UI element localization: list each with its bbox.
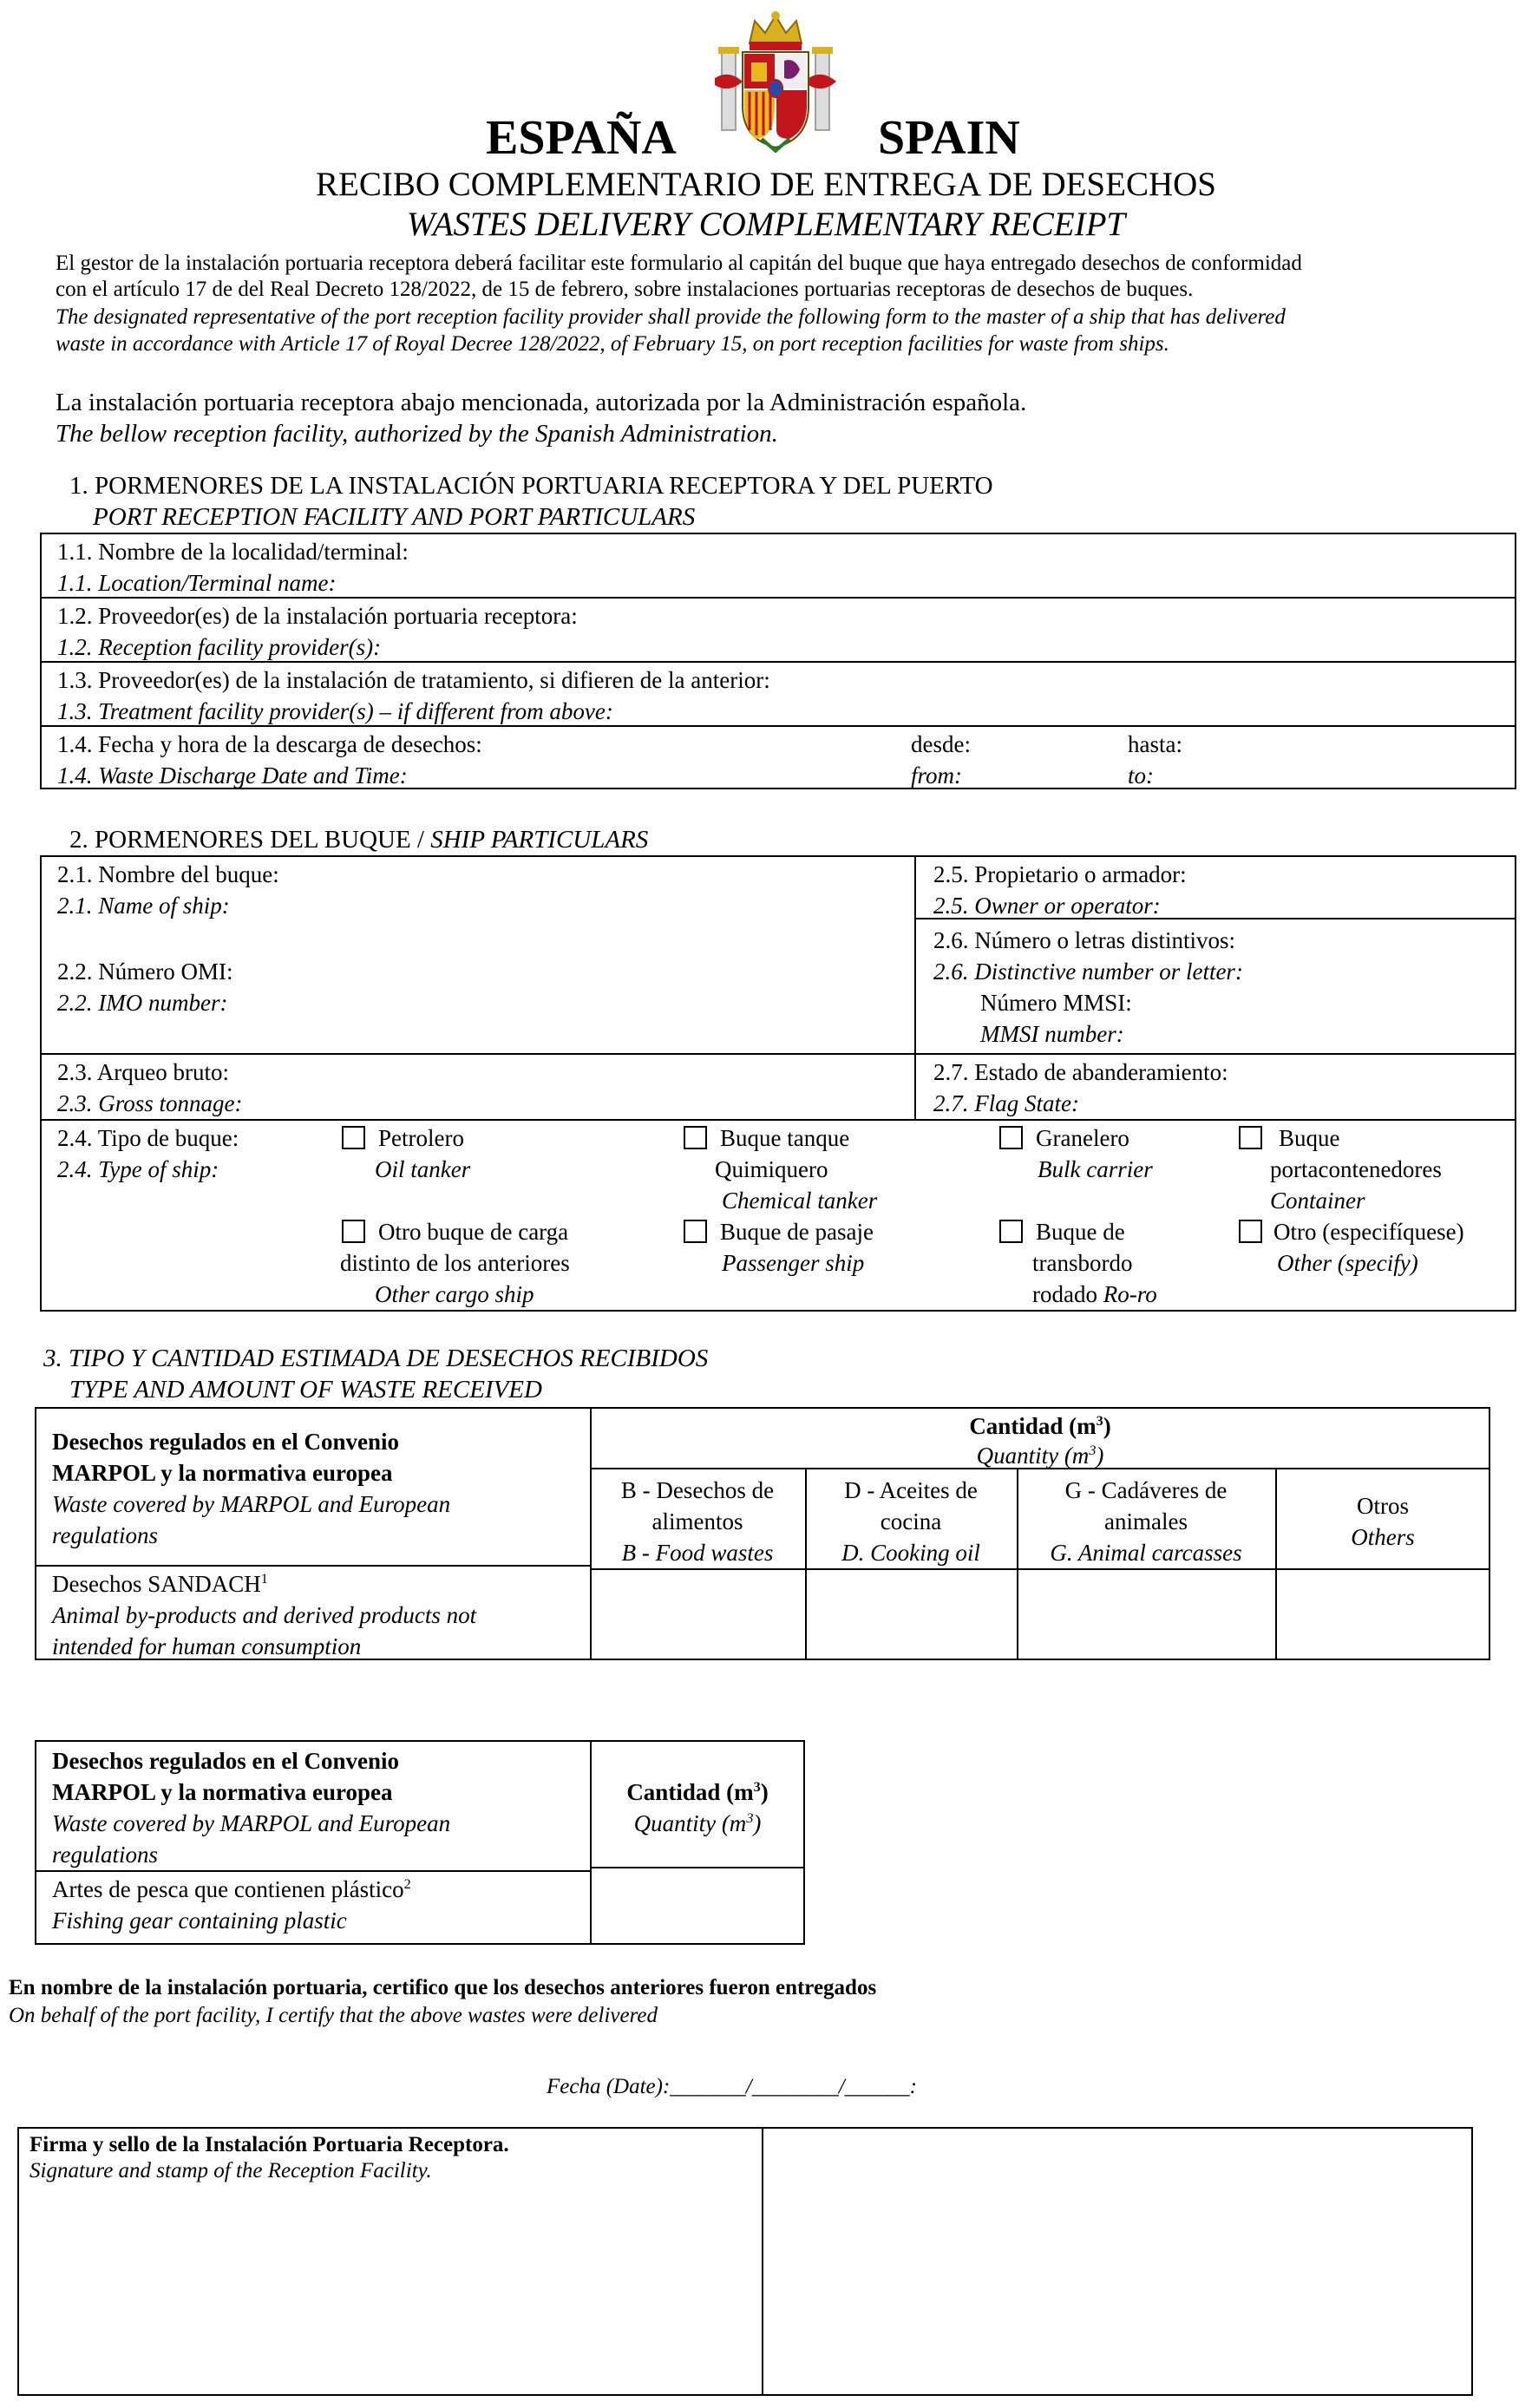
mmsi-en: MMSI number: xyxy=(980,1021,1124,1047)
qty-cell-d[interactable] xyxy=(807,1570,1015,1659)
checkbox-passenger-ship[interactable] xyxy=(684,1220,707,1243)
col-others-es: Otros xyxy=(1357,1493,1409,1519)
t2-quantity-en xyxy=(590,1808,805,1839)
intro-english-1: The designated representative of the port reception facility provider shall provide the following form to the master of a ship that has delivered xyxy=(56,305,1286,329)
t2-header-es-1: Desechos regulados en el Convenio xyxy=(52,1748,400,1774)
treatment-label-en: 1.3. Treatment facility provider(s) – if different from above: xyxy=(57,698,613,724)
other-cargo-en: Other cargo ship xyxy=(375,1281,534,1307)
t2-header-es-2: MARPOL y la normativa europea xyxy=(52,1779,393,1805)
provider-label-en: 1.2. Reception facility provider(s): xyxy=(57,634,382,660)
oil-tanker-es: Petrolero xyxy=(378,1125,464,1151)
container-es-1: Buque xyxy=(1279,1125,1340,1151)
flag-state-en: 2.7. Flag State: xyxy=(933,1090,1079,1116)
certify-spanish: En nombre de la instalación portuaria, certifico que los desechos anteriores fueron entregados xyxy=(9,1976,877,1999)
passenger-ship-es: Buque de pasaje xyxy=(720,1219,874,1245)
owner-es: 2.5. Propietario o armador: xyxy=(933,861,1187,887)
col-b-es-2: alimentos xyxy=(651,1508,743,1534)
t2-quantity-es-text: Cantidad (m xyxy=(626,1779,754,1805)
col-b-en: B - Food wastes xyxy=(621,1540,774,1566)
sandach-en-2: intended for human consumption xyxy=(52,1633,362,1659)
container-es-2: portacontenedores xyxy=(1270,1156,1442,1182)
passenger-ship-en: Passenger ship xyxy=(722,1250,865,1276)
bulk-carrier-en: Bulk carrier xyxy=(1038,1156,1153,1182)
footnote-1-ref: 1 xyxy=(260,1571,268,1587)
sandach-es-text: Desechos SANDACH xyxy=(52,1571,261,1597)
section3-title-spanish: 3. TIPO Y CANTIDAD ESTIMADA DE DESECHOS RECIBIDOS xyxy=(43,1345,709,1372)
imo-number-en: 2.2. IMO number: xyxy=(57,990,228,1016)
ship-type-es: 2.4. Tipo de buque: xyxy=(57,1125,239,1151)
country-english: SPAIN xyxy=(878,111,1020,165)
t1-quantity-en-text: Quantity (m xyxy=(976,1443,1090,1469)
ship-name-en: 2.1. Name of ship: xyxy=(57,893,230,919)
t2-header-en-2: regulations xyxy=(52,1842,159,1868)
distinctive-es: 2.6. Número o letras distintivos: xyxy=(933,927,1235,953)
section1-title-spanish: 1. PORMENORES DE LA INSTALACIÓN PORTUARIA RECEPTORA Y DEL PUERTO xyxy=(69,472,993,500)
date-field[interactable]: Fecha (Date):_______/________/______: xyxy=(547,2075,918,2098)
col-g-es-2: animales xyxy=(1104,1508,1188,1534)
imo-number-es: 2.2. Número OMI: xyxy=(57,959,233,985)
col-b-es-1: B - Desechos de xyxy=(620,1477,775,1503)
t2-quantity-en-close: ) xyxy=(753,1810,762,1836)
gross-tonnage-es: 2.3. Arqueo bruto: xyxy=(57,1059,229,1085)
checkbox-other-specify[interactable] xyxy=(1239,1220,1262,1243)
ro-ro-line-3 xyxy=(1032,1279,1157,1310)
coat-of-arms-emblem xyxy=(711,9,840,154)
oil-tanker-en: Oil tanker xyxy=(375,1156,471,1182)
t1-header-es-2: MARPOL y la normativa europea xyxy=(52,1460,393,1486)
other-specify-es: Otro (especifíquese) xyxy=(1273,1219,1464,1245)
authorization-english: The bellow reception facility, authorized by the Spanish Administration. xyxy=(56,420,778,448)
col-g-en: G. Animal carcasses xyxy=(1050,1540,1242,1566)
discharge-to-es: hasta: xyxy=(1128,731,1182,757)
container-en: Container xyxy=(1270,1188,1365,1214)
chemical-tanker-en: Chemical tanker xyxy=(722,1188,878,1214)
t1-quantity-es-text: Cantidad (m xyxy=(969,1413,1097,1439)
owner-en: 2.5. Owner or operator: xyxy=(933,893,1161,919)
col-d-es-1: D - Aceites de xyxy=(844,1477,978,1503)
qty-cell-g[interactable] xyxy=(1018,1570,1273,1659)
title-english: WASTES DELIVERY COMPLEMENTARY RECEIPT xyxy=(406,206,1126,243)
footnote-2-ref: 2 xyxy=(403,1876,411,1892)
col-g-es-1: G - Cadáveres de xyxy=(1064,1477,1228,1503)
bulk-carrier-es: Granelero xyxy=(1036,1125,1129,1151)
col-others-en: Others xyxy=(1351,1524,1415,1550)
certify-english: On behalf of the port facility, I certify that the above wastes were delivered xyxy=(9,2004,658,2027)
location-label-es: 1.1. Nombre de la localidad/terminal: xyxy=(57,539,409,565)
t1-quantity-es-sup: 3 xyxy=(1096,1413,1103,1429)
checkbox-ro-ro[interactable] xyxy=(999,1220,1023,1243)
fishing-gear-es xyxy=(52,1874,411,1905)
sandach-en-1: Animal by-products and derived products not xyxy=(52,1602,477,1628)
checkbox-container[interactable] xyxy=(1239,1126,1262,1149)
t2-quantity-en-text: Quantity (m xyxy=(633,1810,747,1836)
ro-ro-es-2: transbordo xyxy=(1032,1250,1133,1276)
mmsi-es: Número MMSI: xyxy=(980,990,1132,1016)
ship-type-en: 2.4. Type of ship: xyxy=(57,1156,219,1182)
discharge-label-en: 1.4. Waste Discharge Date and Time: xyxy=(57,762,408,788)
discharge-from-es: desde: xyxy=(911,731,971,757)
t2-quantity-es-sup: 3 xyxy=(753,1779,761,1795)
col-d-es-2: cocina xyxy=(880,1508,942,1534)
country-spanish: ESPAÑA xyxy=(486,111,677,165)
t1-header-en-1: Waste covered by MARPOL and European xyxy=(52,1491,451,1517)
checkbox-other-cargo[interactable] xyxy=(342,1220,365,1243)
section3-title-english: TYPE AND AMOUNT OF WASTE RECEIVED xyxy=(69,1376,542,1404)
title-spanish: RECIBO COMPLEMENTARIO DE ENTREGA DE DESECHOS xyxy=(316,166,1216,203)
ro-ro-es-3: rodado xyxy=(1032,1281,1097,1307)
location-label-en: 1.1. Location/Terminal name: xyxy=(57,570,337,596)
checkbox-bulk-carrier[interactable] xyxy=(999,1126,1023,1149)
checkbox-chemical-tanker[interactable] xyxy=(684,1126,707,1149)
fishing-gear-en: Fishing gear containing plastic xyxy=(52,1907,347,1934)
qty-cell-b[interactable] xyxy=(592,1570,803,1659)
other-cargo-es-1: Otro buque de carga xyxy=(378,1219,569,1245)
chemical-tanker-es-2: Quimiquero xyxy=(715,1156,828,1182)
intro-spanish-2: con el artículo 17 de del Real Decreto 128/2022, de 15 de febrero, sobre instalaciones portuarias receptoras de desechos de buques. xyxy=(56,278,1194,301)
section2-title-spanish: 2. PORMENORES DEL BUQUE / xyxy=(69,826,424,854)
fishing-gear-es-text: Artes de pesca que contienen plástico xyxy=(52,1876,404,1902)
section1-title-english: PORT RECEPTION FACILITY AND PORT PARTICULARS xyxy=(93,503,696,531)
checkbox-oil-tanker[interactable] xyxy=(342,1126,365,1149)
signature-label-en: Signature and stamp of the Reception Facility. xyxy=(29,2159,432,2182)
t2-quantity-en-sup: 3 xyxy=(746,1810,754,1826)
signature-label-es: Firma y sello de la Instalación Portuaria Receptora. xyxy=(29,2133,509,2156)
authorization-spanish: La instalación portuaria receptora abajo mencionada, autorizada por la Administración española. xyxy=(56,389,1027,416)
col-d-en: D. Cooking oil xyxy=(841,1540,980,1566)
t2-header-en-1: Waste covered by MARPOL and European xyxy=(52,1810,451,1836)
intro-spanish-1: El gestor de la instalación portuaria receptora deberá facilitar este formulario al capitán del buque que haya entregado desechos de conformidad xyxy=(56,252,1302,275)
qty-cell-others[interactable] xyxy=(1277,1570,1489,1659)
t1-quantity-es-close: ) xyxy=(1103,1413,1111,1439)
provider-label-es: 1.2. Proveedor(es) de la instalación portuaria receptora: xyxy=(57,603,578,629)
sandach-es xyxy=(52,1568,268,1600)
distinctive-en: 2.6. Distinctive number or letter: xyxy=(933,959,1243,985)
discharge-to-en: to: xyxy=(1128,762,1154,788)
other-cargo-es-2: distinto de los anteriores xyxy=(340,1250,570,1276)
t1-header-en-2: regulations xyxy=(52,1522,159,1548)
t1-quantity-en-sup: 3 xyxy=(1089,1443,1097,1458)
signature-area[interactable] xyxy=(765,2130,1470,2392)
t1-header-es-1: Desechos regulados en el Convenio xyxy=(52,1429,400,1455)
section2-title xyxy=(69,824,648,855)
treatment-label-es: 1.3. Proveedor(es) de la instalación de tratamiento, si difieren de la anterior: xyxy=(57,667,770,693)
t1-quantity-es xyxy=(590,1410,1490,1442)
other-specify-en: Other (specify) xyxy=(1277,1250,1418,1276)
ship-name-es: 2.1. Nombre del buque: xyxy=(57,861,279,887)
discharge-from-en: from: xyxy=(911,762,962,788)
t1-quantity-en-close: ) xyxy=(1096,1443,1104,1469)
chemical-tanker-es-1: Buque tanque xyxy=(720,1125,850,1151)
qty-cell-fishing-gear[interactable] xyxy=(592,1868,803,1943)
discharge-label-es: 1.4. Fecha y hora de la descarga de desechos: xyxy=(57,731,482,757)
t2-quantity-es xyxy=(590,1777,805,1808)
ro-ro-en: Ro-ro xyxy=(1103,1281,1157,1307)
intro-english-2: waste in accordance with Article 17 of Royal Decree 128/2022, of February 15, on port reception facilities for waste from ships. xyxy=(56,332,1169,356)
t1-quantity-en xyxy=(590,1440,1490,1471)
flag-state-es: 2.7. Estado de abanderamiento: xyxy=(933,1059,1228,1085)
ro-ro-es-1: Buque de xyxy=(1036,1219,1125,1245)
t2-quantity-es-close: ) xyxy=(760,1779,769,1805)
section2-title-english: SHIP PARTICULARS xyxy=(430,826,649,854)
gross-tonnage-en: 2.3. Gross tonnage: xyxy=(57,1090,243,1116)
